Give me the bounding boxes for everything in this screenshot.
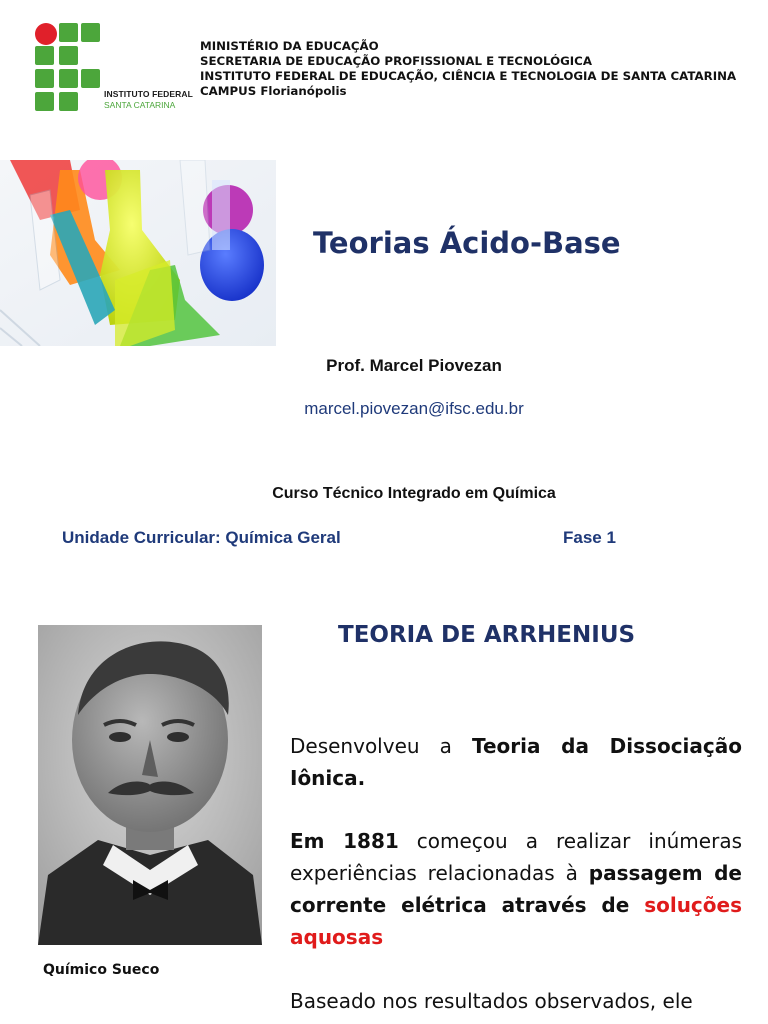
paragraph-2-highlight: soluções aquosas <box>290 893 742 949</box>
paragraph-3-text: Baseado nos resultados observados, ele <box>290 989 693 1013</box>
paragraph-1-bold: Teoria da Dissociação Iônica. <box>290 734 742 790</box>
paragraph-2 <box>290 825 742 953</box>
paragraph-1 <box>290 730 742 794</box>
slide-title: TEORIA DE ARRHENIUS <box>338 622 636 648</box>
portrait-caption: Químico Sueco <box>43 962 160 978</box>
ifsc-logo <box>35 23 195 113</box>
logo-square <box>35 69 54 88</box>
header-line: SECRETARIA DE EDUCAÇÃO PROFISSIONAL E TECNOLÓGICA <box>200 54 592 68</box>
institution-header <box>200 39 736 99</box>
logo-square <box>59 92 78 111</box>
arrhenius-portrait-photo <box>38 625 262 945</box>
logo-square <box>81 69 100 88</box>
header-line: MINISTÉRIO DA EDUCAÇÃO <box>200 39 379 53</box>
professor-email-link[interactable]: marcel.piovezan@ifsc.edu.br <box>304 399 524 418</box>
logo-name: INSTITUTO FEDERAL <box>104 89 193 99</box>
course-name: Curso Técnico Integrado em Química <box>272 485 556 502</box>
presentation-title: Teorias Ácido-Base <box>313 226 621 260</box>
logo-square <box>59 46 78 65</box>
logo-square <box>35 92 54 111</box>
paragraph-3 <box>290 985 742 1017</box>
paragraph-2-year: Em 1881 <box>290 829 399 853</box>
professor-name: Prof. Marcel Piovezan <box>326 356 502 375</box>
paragraph-2-bold: passagem de corrente elétrica através de <box>290 861 742 917</box>
logo-square <box>35 46 54 65</box>
logo-square <box>81 23 100 42</box>
logo-square <box>59 69 78 88</box>
logo-red-circle-icon <box>35 23 57 45</box>
paragraph-2-text: começou a realizar inúmeras experiências relacionadas à <box>290 829 742 885</box>
lab-glassware-image <box>0 160 276 346</box>
header-line: CAMPUS Florianópolis <box>200 84 347 98</box>
header-line: INSTITUTO FEDERAL DE EDUCAÇÃO, CIÊNCIA E TECNOLOGIA DE SANTA CATARINA <box>200 69 737 83</box>
curricular-unit: Unidade Curricular: Química Geral <box>62 528 341 547</box>
logo-text <box>104 89 193 111</box>
paragraph-1-text: Desenvolveu a <box>290 734 472 758</box>
logo-sub: SANTA CATARINA <box>104 100 176 110</box>
logo-square <box>59 23 78 42</box>
phase-label: Fase 1 <box>563 528 616 547</box>
